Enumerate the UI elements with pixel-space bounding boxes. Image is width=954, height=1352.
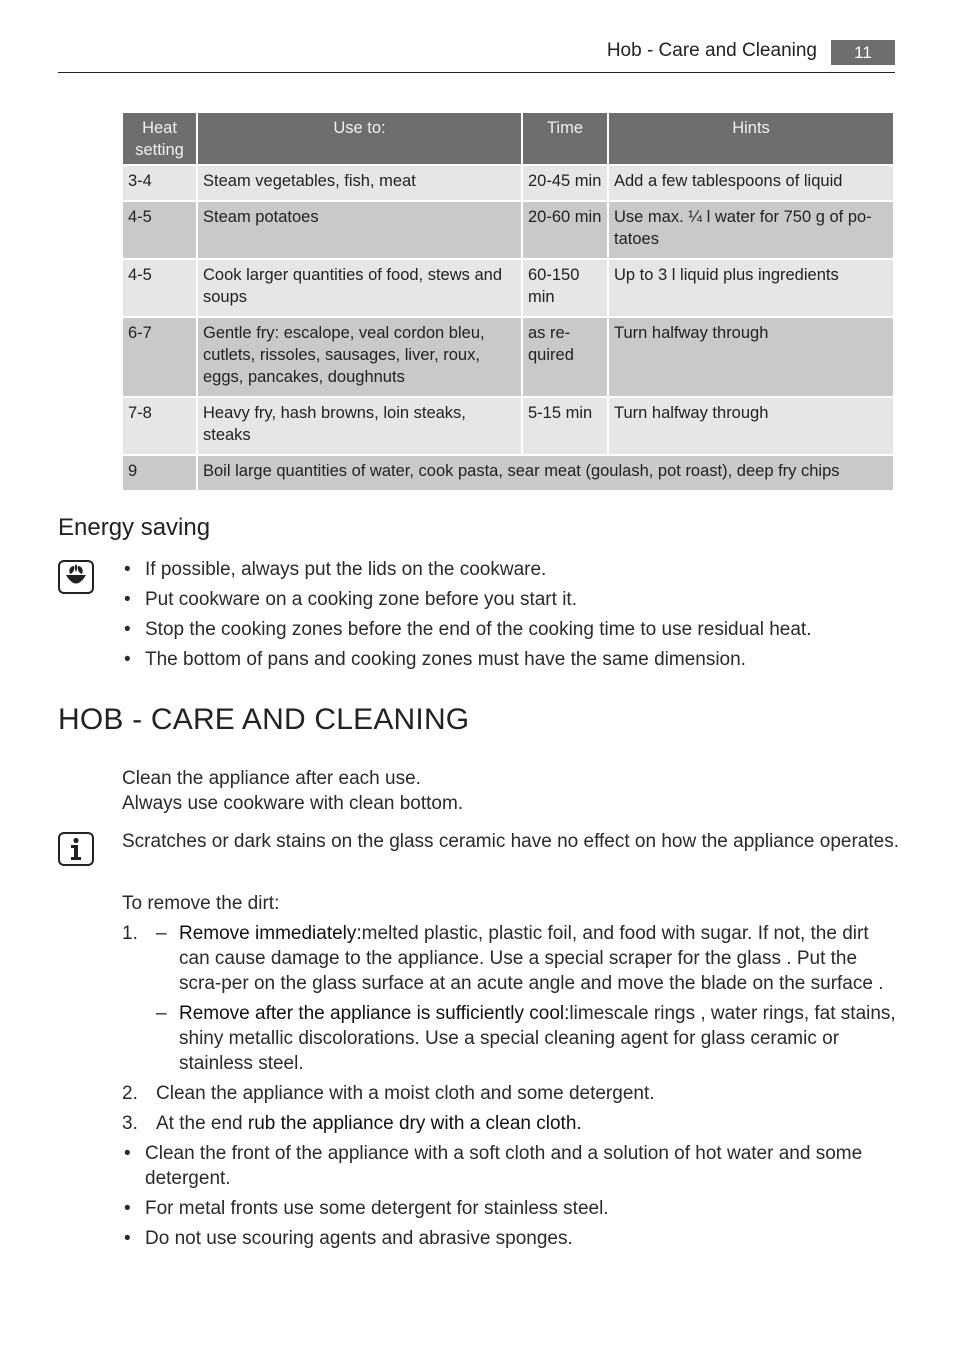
step-text: Clean the appliance with a moist cloth and some detergent.	[156, 1083, 655, 1104]
step-bold: rub the appliance dry with a clean cloth.	[247, 1113, 582, 1134]
energy-saving-list	[122, 557, 902, 677]
table-row	[123, 166, 893, 200]
intro-line: Clean the appliance after each use.	[122, 768, 421, 789]
list-item: • Clean the front of the appliance with a soft cloth and a solution of hot water and some detergent.	[124, 1143, 863, 1189]
cell-hints: Turn halfway through	[609, 318, 893, 396]
table-row	[123, 260, 893, 316]
cell-time: 5-15 min	[523, 398, 607, 454]
step-1	[122, 921, 897, 1076]
energy-saving-title: Energy saving	[58, 514, 211, 541]
header-title: Hob - Care and Cleaning	[606, 40, 817, 61]
cell-use: Boil large quantities of water, cook pasta, sear meat (goulash, pot roast), deep fry chips	[198, 456, 893, 490]
list-item: • For metal fronts use some detergent for stainless steel.	[124, 1198, 609, 1219]
cell-use: Steam potatoes	[198, 202, 521, 258]
sub-step: – Remove immediately:melted plastic, plastic foil, and food with sugar. If not, the dirt can cause damage to the appliance. Use a special scraper for the glass . Put the scra-per on the glass surface at an acute angle and move the blade on the surface .	[156, 923, 884, 994]
cell-time: 60-150 min	[523, 260, 607, 316]
column-header-hints: Hints	[609, 113, 893, 164]
step-2	[122, 1081, 897, 1106]
cell-heat: 4-5	[123, 202, 196, 258]
cell-use: Steam vegetables, fish, meat	[198, 166, 521, 200]
column-header-time: Time	[523, 113, 607, 164]
sub-step: – Remove after the appliance is sufficiently cool:limescale rings , water rings, fat stains, shiny metallic discolorations. Use a special cleaning agent for glass ceramic or stainless steel.	[156, 1003, 896, 1074]
cell-heat: 6-7	[123, 318, 196, 396]
list-item: • Do not use scouring agents and abrasive sponges.	[124, 1228, 573, 1249]
step-3	[122, 1111, 897, 1136]
care-intro	[122, 766, 463, 816]
table-row	[123, 202, 893, 258]
heat-setting-table	[121, 111, 895, 492]
list-item: • Stop the cooking zones before the end of the cooking time to use residual heat.	[124, 619, 812, 640]
cell-use: Cook larger quantities of food, stews and soups	[198, 260, 521, 316]
column-header-heat: Heat setting	[123, 113, 196, 164]
sub-step-text: limescale rings , water rings, fat stains, shiny metallic discolorations. Use a special cleaning agent for glass ceramic or stainless steel.	[179, 1003, 896, 1074]
table-header-row	[123, 113, 893, 164]
remove-dirt-intro: To remove the dirt:	[122, 893, 280, 914]
table-row	[123, 398, 893, 454]
cell-time: as re-quired	[523, 318, 607, 396]
step-number: 1.	[122, 923, 138, 944]
cell-hints: Turn halfway through	[609, 398, 893, 454]
info-icon	[58, 832, 94, 866]
info-note: Scratches or dark stains on the glass ceramic have no effect on how the appliance operates.	[122, 831, 899, 852]
cell-heat: 7-8	[123, 398, 196, 454]
cleaning-steps	[122, 921, 897, 1141]
cell-heat: 3-4	[123, 166, 196, 200]
page-number: 11	[831, 40, 895, 65]
sub-step-bold: Remove immediately:	[179, 923, 362, 944]
cell-hints: Use max. ¼ l water for 750 g of po-tatoes	[609, 202, 893, 258]
list-item: • Put cookware on a cooking zone before you start it.	[124, 589, 577, 610]
cell-heat: 9	[123, 456, 196, 490]
intro-line: Always use cookware with clean bottom.	[122, 793, 464, 814]
step-text: At the end	[156, 1113, 248, 1134]
cell-hints: Add a few tablespoons of liquid	[609, 166, 893, 200]
eco-icon	[58, 560, 94, 594]
page-header	[58, 36, 895, 73]
sub-step-text: melted plastic, plastic foil, and food with sugar. If not, the dirt can cause damage to the appliance. Use a special scraper for the glass . Put the scra-per on the glass surface at an acute angle and move the blade on the surface .	[179, 923, 884, 994]
step-number: 2.	[122, 1083, 138, 1104]
table-row	[123, 318, 893, 396]
care-tips-list	[122, 1141, 902, 1256]
cell-time: 20-45 min	[523, 166, 607, 200]
column-header-use: Use to:	[198, 113, 521, 164]
cell-time: 20-60 min	[523, 202, 607, 258]
sub-step-bold: Remove after the appliance is sufficiently cool:	[179, 1003, 570, 1024]
list-item: • The bottom of pans and cooking zones must have the same dimension.	[124, 649, 746, 670]
cell-use: Heavy fry, hash browns, loin steaks, steaks	[198, 398, 521, 454]
care-cleaning-title: HOB - CARE AND CLEANING	[58, 703, 470, 736]
step-number: 3.	[122, 1113, 138, 1134]
cell-heat: 4-5	[123, 260, 196, 316]
list-item: • If possible, always put the lids on the cookware.	[124, 559, 547, 580]
cell-hints: Up to 3 l liquid plus ingredients	[609, 260, 893, 316]
cell-use: Gentle fry: escalope, veal cordon bleu, cutlets, rissoles, sausages, liver, roux, eggs, pancakes, doughnuts	[198, 318, 521, 396]
table-row	[123, 456, 893, 490]
